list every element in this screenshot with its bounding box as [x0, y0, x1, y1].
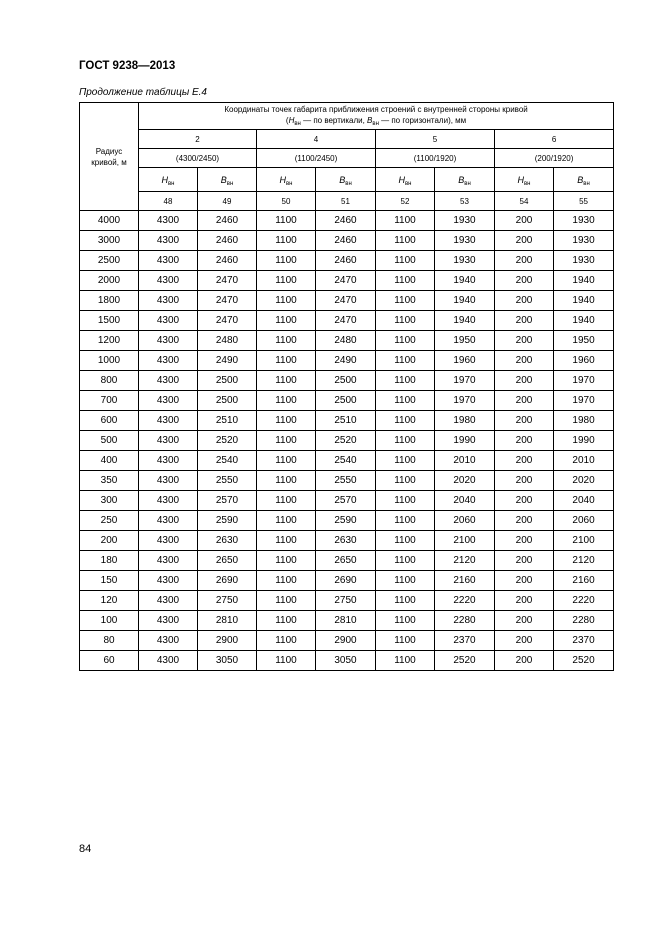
value-cell: 3050	[316, 651, 376, 671]
radius-cell: 3000	[80, 231, 139, 251]
value-cell: 200	[495, 271, 554, 291]
value-cell: 1930	[554, 211, 614, 231]
value-cell: 2370	[435, 631, 495, 651]
value-cell: 2500	[316, 371, 376, 391]
value-cell: 2650	[198, 551, 257, 571]
value-cell: 1990	[435, 431, 495, 451]
value-cell: 1100	[257, 231, 316, 251]
value-cell: 2040	[554, 491, 614, 511]
symbol-header-cell: $В_{вн}$	[198, 168, 257, 192]
value-cell: 2120	[435, 551, 495, 571]
value-cell: 2220	[435, 591, 495, 611]
value-cell: 1100	[376, 391, 435, 411]
value-cell: 1100	[257, 391, 316, 411]
value-cell: 1960	[554, 351, 614, 371]
value-cell: 1100	[257, 451, 316, 471]
value-cell: 4300	[139, 351, 198, 371]
table-row	[80, 451, 614, 471]
value-cell: 2540	[316, 451, 376, 471]
value-cell: 200	[495, 451, 554, 471]
page-number: 84	[79, 843, 92, 855]
value-cell: 1100	[376, 251, 435, 271]
value-cell: 2040	[435, 491, 495, 511]
value-cell: 4300	[139, 631, 198, 651]
table-row	[80, 651, 614, 671]
value-cell: 1940	[554, 311, 614, 331]
value-cell: 4300	[139, 591, 198, 611]
radius-cell: 700	[80, 391, 139, 411]
value-cell: 1930	[554, 251, 614, 271]
value-cell: 4300	[139, 251, 198, 271]
value-cell: 200	[495, 531, 554, 551]
value-cell: 200	[495, 551, 554, 571]
value-cell: 4300	[139, 651, 198, 671]
value-cell: 2750	[198, 591, 257, 611]
value-cell: 1100	[376, 231, 435, 251]
value-cell: 1100	[376, 291, 435, 311]
radius-cell: 400	[80, 451, 139, 471]
value-cell: 2160	[435, 571, 495, 591]
value-cell: 2470	[316, 291, 376, 311]
column-index-cell: 53	[435, 192, 495, 211]
value-cell: 2020	[554, 471, 614, 491]
value-cell: 2520	[435, 651, 495, 671]
value-cell: 200	[495, 431, 554, 451]
point-coords-header: (1100/1920)	[376, 149, 495, 168]
radius-header-line2: кривой, м	[91, 157, 127, 167]
value-cell: 2100	[435, 531, 495, 551]
symbol-header-cell: $H_{вн}$	[139, 168, 198, 192]
value-cell: 4300	[139, 291, 198, 311]
value-cell: 2480	[316, 331, 376, 351]
value-cell: 2550	[198, 471, 257, 491]
point-number-header: 4	[257, 130, 376, 149]
value-cell: 200	[495, 331, 554, 351]
value-cell: 2520	[554, 651, 614, 671]
value-cell: 3050	[198, 651, 257, 671]
table-row	[80, 511, 614, 531]
symbol-header-cell: $H_{вн}$	[376, 168, 435, 192]
value-cell: 1100	[257, 311, 316, 331]
value-cell: 2460	[316, 211, 376, 231]
table-row	[80, 251, 614, 271]
value-cell: 2060	[435, 511, 495, 531]
value-cell: 1100	[257, 351, 316, 371]
value-cell: 2010	[554, 451, 614, 471]
value-cell: 1950	[554, 331, 614, 351]
radius-cell: 1200	[80, 331, 139, 351]
point-number-header: 2	[139, 130, 257, 149]
value-cell: 2810	[198, 611, 257, 631]
value-cell: 4300	[139, 471, 198, 491]
value-cell: 2590	[316, 511, 376, 531]
value-cell: 2900	[198, 631, 257, 651]
value-cell: 2120	[554, 551, 614, 571]
value-cell: 2160	[554, 571, 614, 591]
value-cell: 1100	[257, 251, 316, 271]
value-cell: 1100	[376, 411, 435, 431]
value-cell: 1980	[554, 411, 614, 431]
value-cell: 1940	[554, 291, 614, 311]
value-cell: 1980	[435, 411, 495, 431]
table-row	[80, 491, 614, 511]
radius-cell: 150	[80, 571, 139, 591]
value-cell: 1100	[257, 591, 316, 611]
value-cell: 1100	[376, 651, 435, 671]
value-cell: 2280	[554, 611, 614, 631]
point-coords-header: (4300/2450)	[139, 149, 257, 168]
radius-cell: 80	[80, 631, 139, 651]
value-cell: 2690	[316, 571, 376, 591]
value-cell: 4300	[139, 451, 198, 471]
value-cell: 4300	[139, 571, 198, 591]
value-cell: 1930	[435, 251, 495, 271]
radius-cell: 500	[80, 431, 139, 451]
value-cell: 200	[495, 651, 554, 671]
column-index-cell: 55	[554, 192, 614, 211]
value-cell: 200	[495, 631, 554, 651]
table-row	[80, 211, 614, 231]
value-cell: 1960	[435, 351, 495, 371]
value-cell: 2630	[316, 531, 376, 551]
value-cell: 200	[495, 471, 554, 491]
value-cell: 2010	[435, 451, 495, 471]
radius-column-header	[80, 103, 139, 211]
value-cell: 2470	[198, 271, 257, 291]
value-cell: 2750	[316, 591, 376, 611]
point-number-header: 6	[495, 130, 614, 149]
value-cell: 1100	[376, 531, 435, 551]
symbol-header-cell: $В_{вн}$	[316, 168, 376, 192]
radius-cell: 2000	[80, 271, 139, 291]
value-cell: 1940	[435, 271, 495, 291]
value-cell: 4300	[139, 271, 198, 291]
value-cell: 2470	[198, 291, 257, 311]
radius-cell: 250	[80, 511, 139, 531]
value-cell: 1930	[435, 211, 495, 231]
value-cell: 2370	[554, 631, 614, 651]
value-cell: 2690	[198, 571, 257, 591]
value-cell: 2280	[435, 611, 495, 631]
symbol-header-cell: $В_{вн}$	[435, 168, 495, 192]
value-cell: 2510	[316, 411, 376, 431]
value-cell: 1100	[376, 571, 435, 591]
value-cell: 2490	[316, 351, 376, 371]
column-index-cell: 50	[257, 192, 316, 211]
value-cell: 2550	[316, 471, 376, 491]
value-cell: 2590	[198, 511, 257, 531]
value-cell: 200	[495, 611, 554, 631]
value-cell: 2460	[198, 231, 257, 251]
value-cell: 4300	[139, 231, 198, 251]
radius-cell: 1800	[80, 291, 139, 311]
value-cell: 200	[495, 411, 554, 431]
value-cell: 4300	[139, 391, 198, 411]
value-cell: 1100	[376, 631, 435, 651]
value-cell: 4300	[139, 491, 198, 511]
value-cell: 2460	[316, 251, 376, 271]
value-cell: 200	[495, 291, 554, 311]
table-row	[80, 331, 614, 351]
table-row	[80, 391, 614, 411]
table-row	[80, 551, 614, 571]
symbol-header-cell: $H_{вн}$	[257, 168, 316, 192]
value-cell: 1100	[257, 431, 316, 451]
point-coords-header: (200/1920)	[495, 149, 614, 168]
value-cell: 2570	[198, 491, 257, 511]
table-row	[80, 271, 614, 291]
clearance-table	[79, 102, 614, 671]
column-index-cell: 52	[376, 192, 435, 211]
table-caption: Продолжение таблицы Е.4	[79, 87, 207, 98]
value-cell: 4300	[139, 411, 198, 431]
column-index-cell: 54	[495, 192, 554, 211]
coordinates-header	[139, 103, 614, 130]
table-row	[80, 571, 614, 591]
radius-cell: 100	[80, 611, 139, 631]
value-cell: 1100	[257, 271, 316, 291]
value-cell: 4300	[139, 551, 198, 571]
value-cell: 1100	[376, 431, 435, 451]
value-cell: 200	[495, 231, 554, 251]
value-cell: 1100	[376, 491, 435, 511]
coordinates-header-line2: ($H_{вн}$ — по вертикали, $В_{вн}$ — по горизонтали), мм	[285, 116, 467, 127]
value-cell: 200	[495, 571, 554, 591]
symbol-header-cell: $H_{вн}$	[495, 168, 554, 192]
value-cell: 1100	[257, 491, 316, 511]
value-cell: 1100	[257, 411, 316, 431]
value-cell: 2460	[198, 251, 257, 271]
table-row	[80, 351, 614, 371]
radius-cell: 4000	[80, 211, 139, 231]
radius-cell: 2500	[80, 251, 139, 271]
column-index-cell: 49	[198, 192, 257, 211]
value-cell: 1100	[376, 611, 435, 631]
table-row	[80, 531, 614, 551]
value-cell: 1100	[257, 471, 316, 491]
value-cell: 1100	[257, 371, 316, 391]
column-index-cell: 51	[316, 192, 376, 211]
value-cell: 1100	[257, 571, 316, 591]
value-cell: 200	[495, 511, 554, 531]
column-index-cell: 48	[139, 192, 198, 211]
radius-cell: 1500	[80, 311, 139, 331]
table-row	[80, 591, 614, 611]
value-cell: 200	[495, 371, 554, 391]
value-cell: 1970	[554, 391, 614, 411]
value-cell: 1930	[554, 231, 614, 251]
value-cell: 1930	[435, 231, 495, 251]
radius-cell: 300	[80, 491, 139, 511]
table-row	[80, 411, 614, 431]
table-row	[80, 631, 614, 651]
value-cell: 1100	[257, 651, 316, 671]
radius-cell: 800	[80, 371, 139, 391]
value-cell: 1950	[435, 331, 495, 351]
value-cell: 200	[495, 251, 554, 271]
document-code: ГОСТ 9238—2013	[79, 60, 176, 72]
value-cell: 4300	[139, 211, 198, 231]
table-row	[80, 431, 614, 451]
value-cell: 2460	[316, 231, 376, 251]
value-cell: 2650	[316, 551, 376, 571]
value-cell: 1100	[376, 451, 435, 471]
radius-cell: 350	[80, 471, 139, 491]
radius-cell: 60	[80, 651, 139, 671]
value-cell: 2500	[198, 371, 257, 391]
value-cell: 4300	[139, 431, 198, 451]
symbol-header-cell: $В_{вн}$	[554, 168, 614, 192]
value-cell: 2490	[198, 351, 257, 371]
value-cell: 200	[495, 351, 554, 371]
table-row	[80, 231, 614, 251]
value-cell: 2500	[316, 391, 376, 411]
table-row	[80, 311, 614, 331]
value-cell: 1100	[257, 611, 316, 631]
value-cell: 200	[495, 591, 554, 611]
table-row	[80, 291, 614, 311]
value-cell: 1100	[257, 331, 316, 351]
value-cell: 200	[495, 391, 554, 411]
value-cell: 200	[495, 311, 554, 331]
value-cell: 1100	[376, 211, 435, 231]
table-row	[80, 371, 614, 391]
value-cell: 4300	[139, 331, 198, 351]
value-cell: 2570	[316, 491, 376, 511]
point-number-header: 5	[376, 130, 495, 149]
value-cell: 1940	[435, 291, 495, 311]
value-cell: 1970	[435, 391, 495, 411]
value-cell: 1100	[376, 591, 435, 611]
value-cell: 4300	[139, 311, 198, 331]
value-cell: 1970	[435, 371, 495, 391]
value-cell: 1100	[376, 471, 435, 491]
value-cell: 2520	[316, 431, 376, 451]
value-cell: 2540	[198, 451, 257, 471]
value-cell: 2520	[198, 431, 257, 451]
table-row	[80, 611, 614, 631]
value-cell: 2100	[554, 531, 614, 551]
value-cell: 1100	[376, 371, 435, 391]
value-cell: 1100	[376, 331, 435, 351]
value-cell: 2480	[198, 331, 257, 351]
radius-header-line1: Радиус	[95, 146, 123, 156]
value-cell: 1100	[257, 291, 316, 311]
value-cell: 4300	[139, 531, 198, 551]
value-cell: 1940	[554, 271, 614, 291]
point-coords-header: (1100/2450)	[257, 149, 376, 168]
value-cell: 1100	[257, 531, 316, 551]
value-cell: 1100	[257, 551, 316, 571]
value-cell: 1100	[257, 631, 316, 651]
radius-cell: 1000	[80, 351, 139, 371]
radius-cell: 200	[80, 531, 139, 551]
value-cell: 1100	[376, 551, 435, 571]
value-cell: 2900	[316, 631, 376, 651]
value-cell: 1990	[554, 431, 614, 451]
value-cell: 200	[495, 211, 554, 231]
value-cell: 1100	[376, 351, 435, 371]
value-cell: 2470	[198, 311, 257, 331]
value-cell: 1940	[435, 311, 495, 331]
value-cell: 2510	[198, 411, 257, 431]
value-cell: 200	[495, 491, 554, 511]
value-cell: 2060	[554, 511, 614, 531]
value-cell: 4300	[139, 371, 198, 391]
value-cell: 2020	[435, 471, 495, 491]
value-cell: 2460	[198, 211, 257, 231]
value-cell: 1100	[257, 211, 316, 231]
value-cell: 2470	[316, 271, 376, 291]
coordinates-header-line1: Координаты точек габарита приближения строений с внутренней стороны кривой	[224, 105, 528, 114]
value-cell: 2630	[198, 531, 257, 551]
value-cell: 1100	[257, 511, 316, 531]
table-row	[80, 471, 614, 491]
value-cell: 2810	[316, 611, 376, 631]
value-cell: 1100	[376, 511, 435, 531]
value-cell: 2470	[316, 311, 376, 331]
value-cell: 2500	[198, 391, 257, 411]
value-cell: 1100	[376, 311, 435, 331]
value-cell: 4300	[139, 611, 198, 631]
value-cell: 2220	[554, 591, 614, 611]
radius-cell: 600	[80, 411, 139, 431]
value-cell: 1970	[554, 371, 614, 391]
value-cell: 4300	[139, 511, 198, 531]
value-cell: 1100	[376, 271, 435, 291]
radius-cell: 180	[80, 551, 139, 571]
radius-cell: 120	[80, 591, 139, 611]
